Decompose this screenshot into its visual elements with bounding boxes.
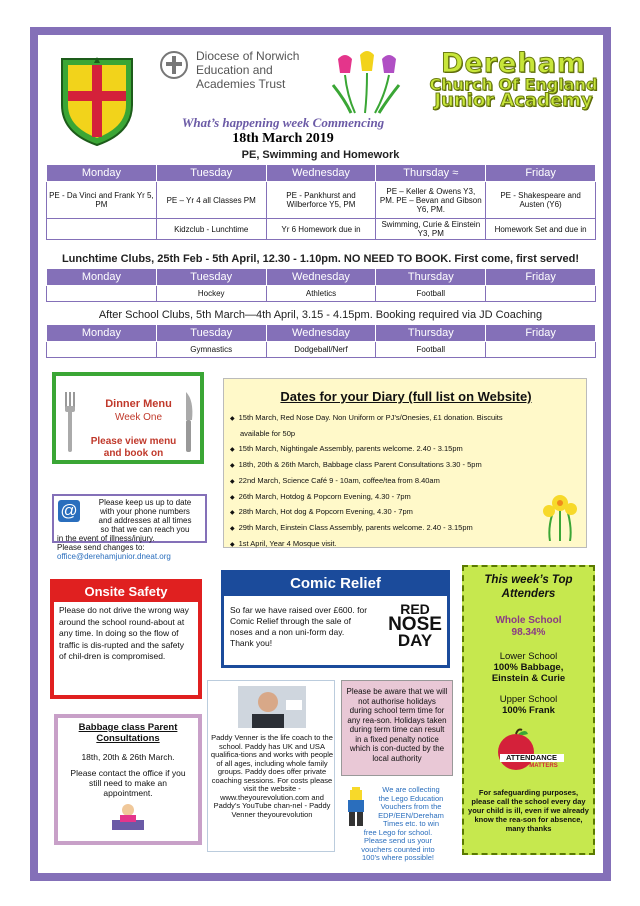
dinner-menu-cta-line: and book on [103,448,164,459]
table-cell: PE – Keller & Owens Y3, PM. PE – Bevan and Gibson Y6, PM. [376,182,486,219]
life-coach-panel [207,680,335,852]
paddy-photo [238,686,306,728]
table-cell: Gymnastics [156,342,266,358]
lego-line: 100’s where possible! [362,853,434,862]
table-cell: Swimming, Curie & Einstein Y3, PM [376,219,486,240]
red-nose-day-logo-line: DAY [397,631,433,650]
lego-vouchers-panel [341,783,455,862]
contact-text [57,498,205,561]
table-row [47,219,596,240]
lego-line: vouchers counted into [361,844,435,854]
diary-item: ◆ 22nd March, Science Café 9 - 10am, coffee/tea from 8.40am [230,474,575,490]
table-header-row [47,325,596,342]
academy-name-line: Dereham [441,48,586,79]
diary-item-text: available for 50p [240,428,296,438]
diocese-name [196,49,346,91]
diary-item: ◆ 26th March, Hotdog & Popcorn Evening, 4.30 - 7pm [230,490,575,506]
table-cell: Football [376,342,486,358]
lego-line: EDP/EEN/Dereham [378,810,444,820]
week-date: 18th March 2019 [232,131,334,146]
table-header-row [47,165,596,182]
table-cell: Hockey [156,286,266,302]
day-header: Friday [486,269,596,286]
after-school-table-title: After School Clubs, 5th March—4th April, 3.15 - 4.15pm. Booking required via JD Coaching [98,309,543,321]
tulips-icon [325,45,405,115]
table-cell: PE - Da Vinci and Frank Yr 5, PM [47,182,157,219]
safeguarding-note: For safeguarding purposes, please call the school every day your child is ill, even if we already know the rea-son for absence, many thanks [468,788,589,833]
diary-dates-panel [223,378,587,548]
onsite-safety-panel [50,579,202,699]
pe-timetable [46,164,596,240]
day-header: Tuesday [156,325,266,342]
lower-school-value: Einstein & Curie [491,673,566,684]
red-nose-day-logo-line: NOSE [388,614,442,635]
table-cell: PE - Pankhurst and Wilberforce Y5, PM [266,182,376,219]
lego-line: Please send us your [364,836,432,845]
academy-name [426,48,601,111]
red-nose-day-logo-line: RED [400,601,430,617]
diary-list [230,411,575,552]
table-row [47,286,596,302]
table-cell: PE – Yr 4 all Classes PM [156,182,266,219]
onsite-safety-text: Please do not drive the wrong way around the school round-about at any time. In doing so the flow of traffic is dis-rupted and the safety of chil-dren is compromised. [59,605,189,661]
day-header: Monday [47,165,157,182]
onsite-safety-title: Onsite Safety [54,583,198,602]
contact-details-panel [52,494,207,561]
school-crest-icon [58,55,136,147]
whole-school-value: 98.34% [511,627,546,638]
pe-table-title: PE, Swimming and Homework [241,149,400,161]
upper-school-value: 100% Frank [502,705,555,716]
office-email-link[interactable]: office@derehamjunior.dneat.org [57,552,171,561]
contact-line: so that we can reach you [100,525,190,534]
diary-item: ◆ 15th March, Red Nose Day. Non Uniform or PJ’s/Onesies, £1 donation. Biscuits [230,411,575,427]
day-header: Wednesday [266,165,376,182]
contact-line: and addresses at all times [98,516,192,525]
attenders-title-line: Attenders [501,588,556,600]
babbage-text: Please contact the office if you still need to make an appointment. [70,768,186,798]
attendance-matters-logo [494,726,564,778]
table-header-row [47,269,596,286]
life-coach-text: Paddy Venner is the life coach to the school. Paddy has UK and USA qualifica-tions and works with people of all ages, including whole family groups. Paddy does offer private coaching sessions. For costs please visit the website - www.theyourevolution.com and Paddy’s YouTube chan-nel - Paddy Venner theyourevolution [210,733,334,819]
newsletter-page [30,27,611,881]
lunch-table-title: Lunchtime Clubs, 25th Feb - 5th April, 12.30 - 1.10pm. NO NEED TO BOOK. First come, first served! [61,253,580,265]
newsletter-header [38,35,603,147]
day-header: Friday [486,165,596,182]
lower-school-label: Lower School [499,651,558,662]
day-header: Tuesday [156,165,266,182]
daffodil-icon [540,489,580,541]
contact-line: with your phone numbers [100,507,190,516]
apple-icon [494,726,564,778]
diocese-line: Education and [196,63,273,77]
day-header [376,165,486,182]
table-cell [486,342,596,358]
table-cell [486,286,596,302]
babbage-dates: 18th, 20th & 26th March. [81,752,175,762]
attenders-title [464,573,593,601]
contact-line: Please send changes to: [57,543,145,552]
swimming-icon: ≈ [452,167,459,179]
dinner-menu-week: Week One [114,412,163,423]
day-header: Friday [486,325,596,342]
whole-school-label: Whole School [495,615,562,626]
dinner-menu-panel[interactable] [52,372,204,464]
table-cell [47,286,157,302]
table-row [47,342,596,358]
day-header: Monday [47,325,157,342]
contact-line: Please keep us up to date [98,498,192,507]
comic-relief-text: So far we have raised over £600. for Comic Relief through the sale of noses and a non uni-form day. Thank you! [230,605,368,648]
diocese-line: Diocese of Norwich [196,49,300,63]
lego-line: free Lego for school. [363,827,433,837]
attenders-title-line: This week’s Top [484,574,573,586]
comic-relief-title: Comic Relief [224,573,447,596]
attendance-logo-text: ATTENDANCE [500,754,564,762]
academy-name-line: Junior Academy [434,89,593,111]
lego-line: the Lego Education [378,793,444,803]
table-row [47,182,596,219]
babbage-consultations-panel [54,714,202,845]
academy-name-line: Church Of England [429,74,598,94]
upper-school-label: Upper School [499,694,558,705]
term-time-holidays-panel: Please be aware that we will not authorise holidays during school term time for any rea-son. Holidays taken during term time can result in a fixed penalty notice which is con-ducted by the local authority [341,680,453,776]
day-header: Wednesday [266,325,376,342]
red-nose-day-logo [384,603,446,649]
diary-title: Dates for your Diary (full list on Website) [280,389,532,404]
day-header: Thursday [376,325,486,342]
day-header: Thursday [376,269,486,286]
diary-item: ◆ 29th March, Einstein Class Assembly, parents welcome. 2.40 - 3.15pm [230,521,575,537]
dinner-menu-cta [76,436,191,460]
table-cell: Dodgeball/Nerf [266,342,376,358]
attendance-logo-sub: MATTERS [529,763,558,769]
email-at-icon: @ [58,500,80,522]
dinner-menu-title: Dinner Menu [105,398,172,410]
day-header-label: Thursday [403,167,450,179]
lego-line: We are collecting [382,785,440,794]
diary-item: ◆ 18th, 20th & 26th March, Babbage class Parent Consultations 3.30 - 5pm [230,458,575,474]
books-reader-icon [110,802,146,832]
diary-item: ◆ 28th March, Hot dog & Popcorn Evening, 4.30 - 7pm [230,505,575,521]
top-attenders-panel [462,565,595,855]
table-cell [47,219,157,240]
diary-item: ◆ 1st April, Year 4 Mosque visit. [230,537,575,553]
table-cell: PE - Shakespeare and Austen (Y6) [486,182,596,219]
diocese-line: Academies Trust [196,77,286,91]
contact-line: in the event of illness/injury. [57,534,155,543]
diary-item: ◆ 15th March, Nightingale Assembly, parents welcome. 2.40 - 3.15pm [230,442,575,458]
day-header: Tuesday [156,269,266,286]
lower-school-value: 100% Babbage, [493,662,564,673]
lego-line: Times etc. to win [383,819,439,828]
diocese-logo-icon [160,51,188,79]
upper-school-attendance [464,694,593,716]
table-cell: Athletics [266,286,376,302]
lego-text [343,786,453,863]
day-header: Monday [47,269,157,286]
table-cell: Kidzclub - Lunchtime [156,219,266,240]
babbage-title [58,722,198,744]
diary-item-continuation [230,427,575,443]
week-heading: What’s happening week Commencing [181,115,385,130]
comic-relief-panel [221,570,450,668]
babbage-title-line: Consultations [96,733,160,744]
table-cell: Football [376,286,486,302]
dinner-menu-cta-line: Please view menu [90,436,177,447]
table-cell: Yr 6 Homework due in [266,219,376,240]
after-school-timetable [46,324,596,358]
lunch-timetable [46,268,596,302]
day-header: Wednesday [266,269,376,286]
lego-line: Vouchers from the [380,802,442,811]
table-cell [47,342,157,358]
lower-school-attendance [464,651,593,684]
babbage-title-line: Babbage class Parent [78,722,178,733]
table-cell: Homework Set and due in [486,219,596,240]
whole-school-attendance [464,615,593,639]
